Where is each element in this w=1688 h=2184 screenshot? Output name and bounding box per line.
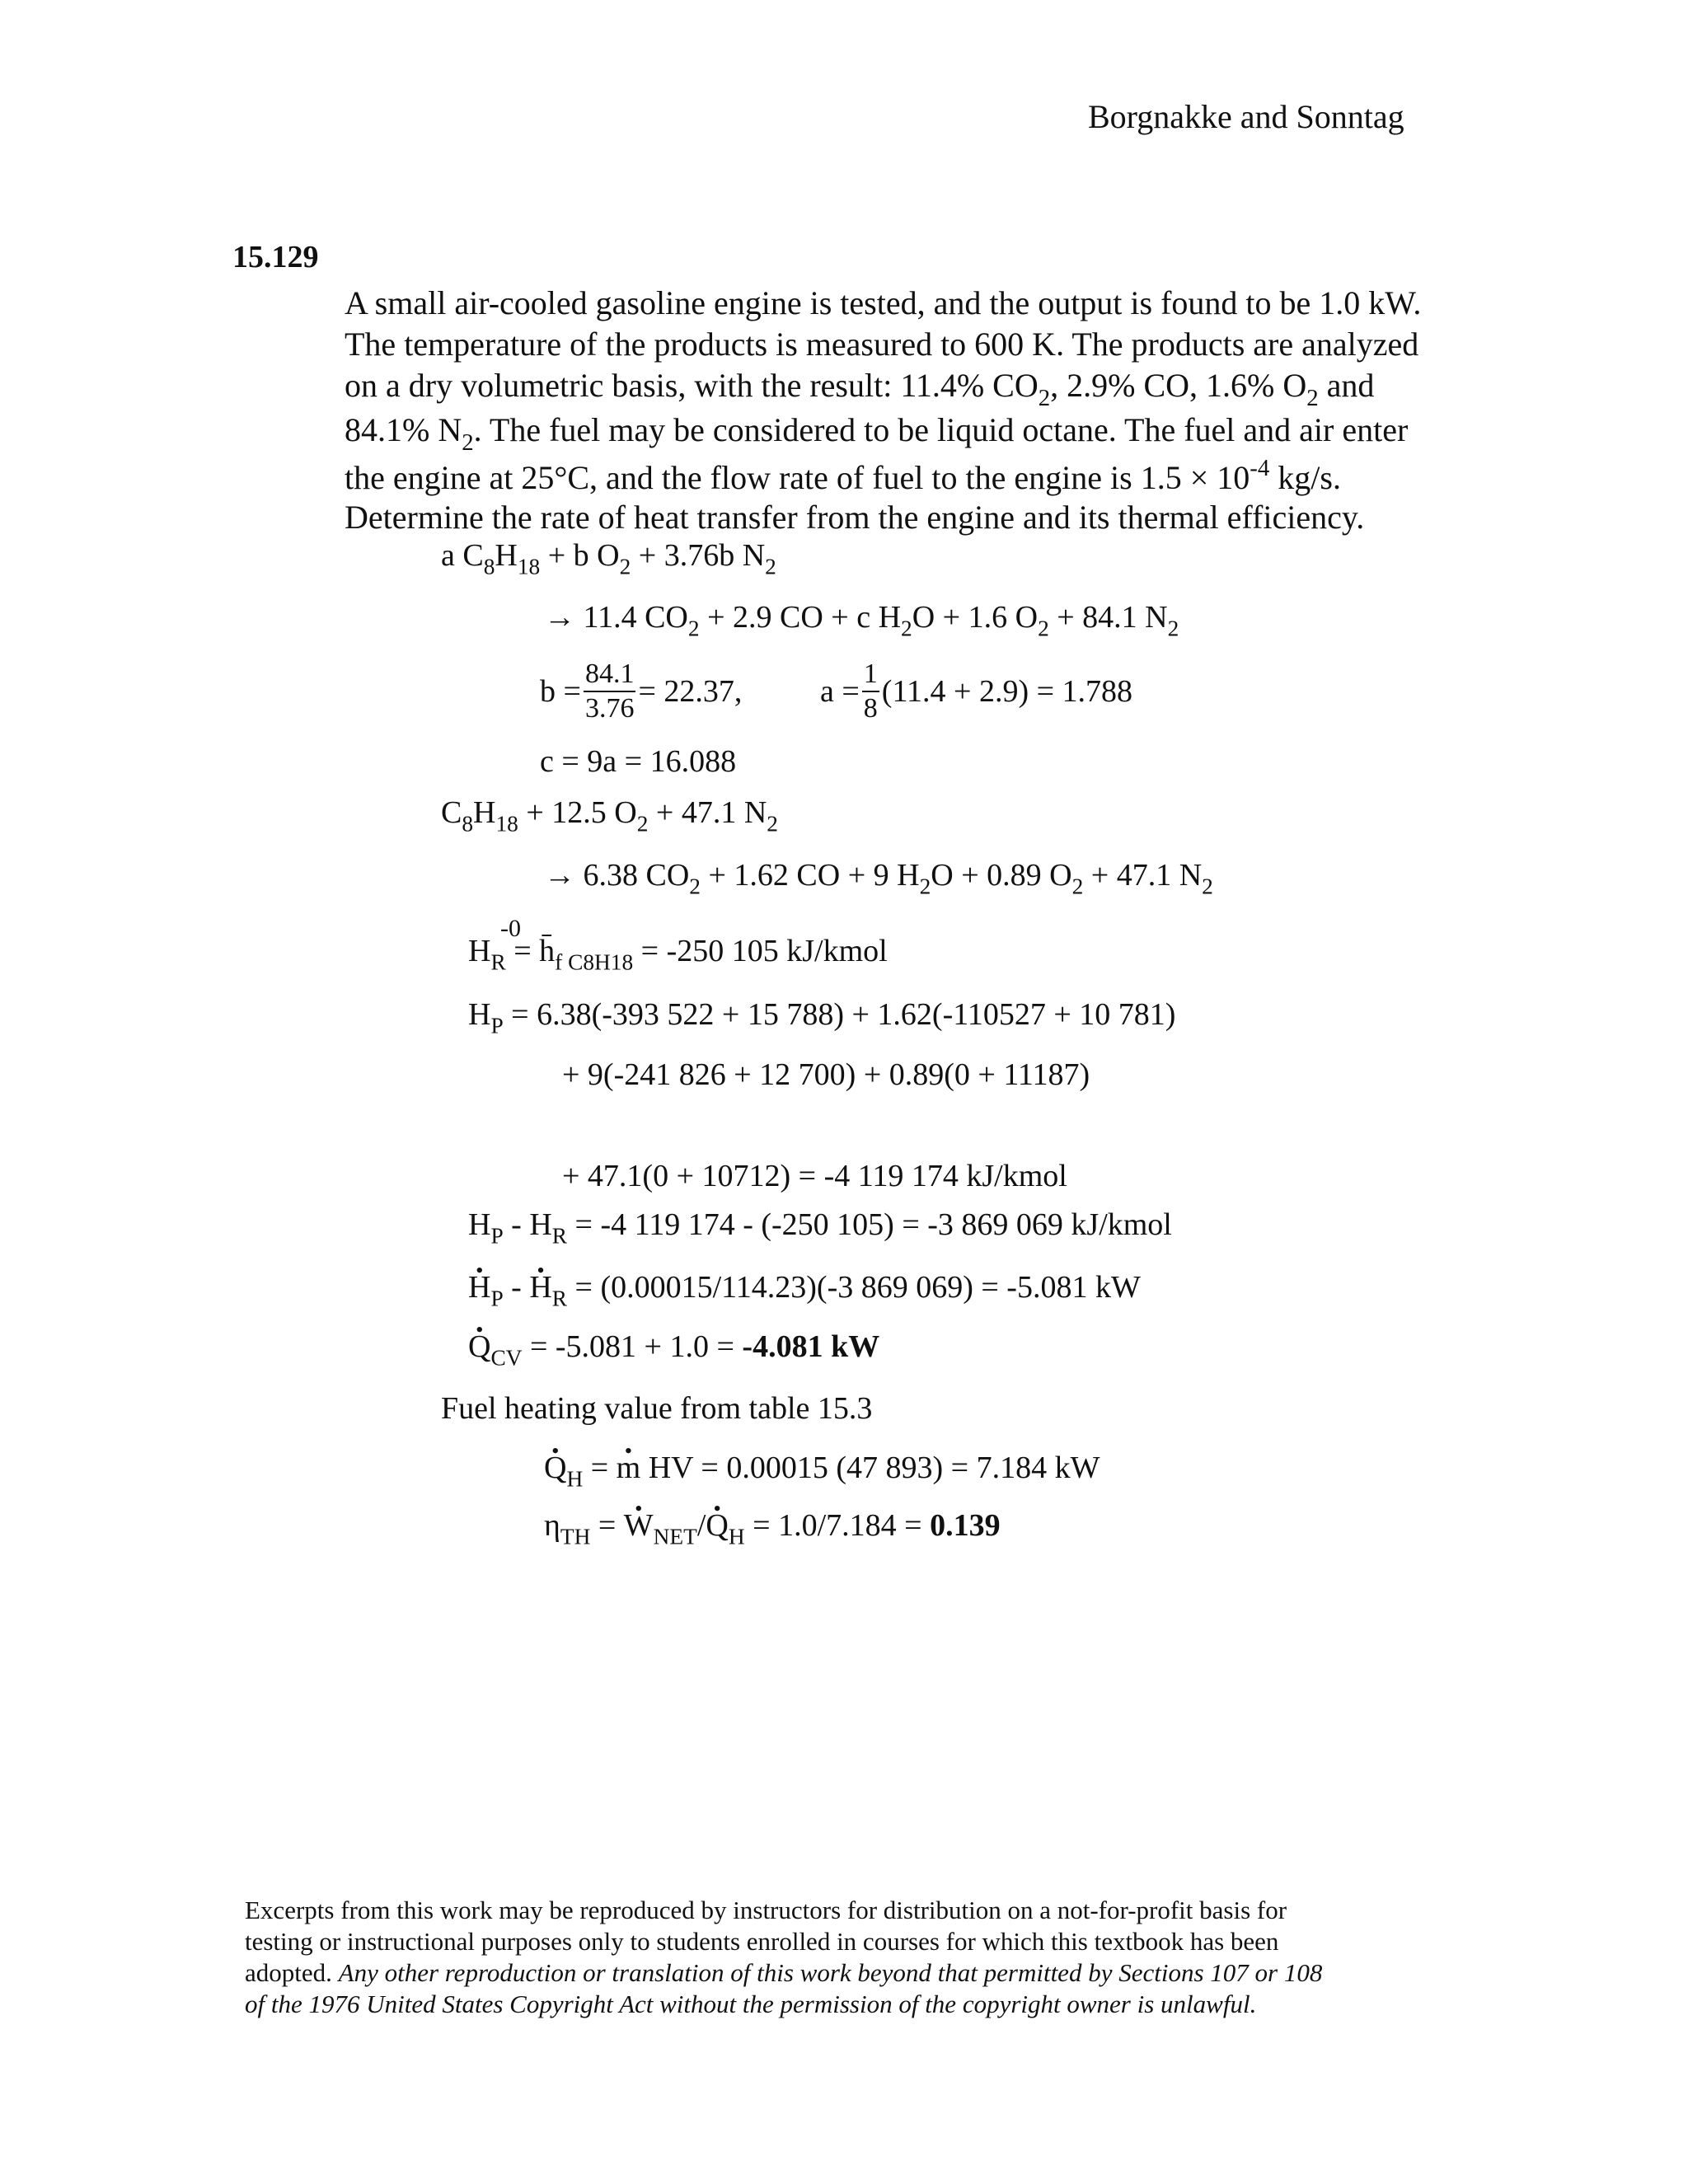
- heat-transfer-result: -4.081 kW: [742, 1329, 880, 1364]
- statement-line-2: The temperature of the products is measured to 600 K. The products are analyzed: [345, 326, 1419, 363]
- reaction-general-products: → 11.4 $CO_2 + 2.9$ CO + c $H_2O + 1.6$ $O_2 + 84.1$ $N_2$: [544, 600, 1179, 641]
- coefficient-a: a = $\frac{1}{8}$ (11.4 + 2.9) = 1.788: [820, 658, 1133, 724]
- enthalpy-products-line-3: + 47.1(0 + 10712) = -4 119 174 kJ/kmol: [562, 1159, 1067, 1193]
- heat-transfer-rate: • $Q_{CV} = -5.081 + 1.0 = -4.081$ kW: [468, 1331, 879, 1362]
- heat-input-rate: • $Q_H$ = • m HV = 0.00015 (47 893) = 7.184 kW: [544, 1452, 1100, 1483]
- footer-line-1: Excerpts from this work may be reproduced by instructors for distribution on a not-for-profit basis for: [245, 1896, 1287, 1924]
- statement-line-6: Determine the rate of heat transfer from the engine and its thermal efficiency.: [345, 499, 1365, 536]
- coefficient-c: c = 9a = 16.088: [540, 744, 737, 779]
- thermal-efficiency: $\eta_{TH}$ = • $W_{NET}/•$ $Q_H = 1.0/7.184 = 0.139$: [544, 1510, 1001, 1541]
- enthalpy-formation-superscript: -0: [500, 915, 521, 942]
- enthalpy-difference: $H_P - H_R = -4$ 119 174 - (-250 105) = -3 869 069 kJ/kmol: [468, 1207, 1172, 1249]
- reaction-balanced-reactants: $C_8H_{18} + 12.5$ $O_2 + 47.1$ $N_2$: [441, 795, 778, 837]
- enthalpy-reactants: $H_R$ = $h̄_{f C8H18} = -250$ 105 kJ/kmol: [468, 934, 888, 975]
- reaction-general-reactants: a $C_8H_{18} + b$ $O_2 + 3.76b$ $N_2$: [441, 538, 776, 579]
- statement-line-5: the engine at 25°C, and the flow rate of fuel to the engine is $1.5 \times 10^{-4}$ kg/s.: [345, 455, 1341, 496]
- page-header-authors: Borgnakke and Sonntag: [1088, 98, 1404, 135]
- statement-line-1: A small air-cooled gasoline engine is tested, and the output is found to be 1.0 kW.: [345, 284, 1422, 321]
- reaction-balanced-products: → 6.38 $CO_2 + 1.62$ CO + 9 $H_2O + 0.89$ $O_2 + 47.1$ $N_2$: [544, 858, 1213, 899]
- coefficient-b: b = $\frac{84.1}{3.76}$ = 22.37,: [540, 658, 743, 724]
- statement-line-3: on a dry volumetric basis, with the result: 11.4% $CO_2$, 2.9% CO, 1.6% $O_2$ and: [345, 367, 1375, 411]
- footer-line-4: of the 1976 United States Copyright Act without the permission of the copyright owner is unlawful.: [245, 1990, 1257, 2018]
- efficiency-result: 0.139: [930, 1508, 1001, 1543]
- enthalpy-products-line-1: $H_P = 6.38(-393$ 522 + 15 788) + 1.62(-110527 + 10 781): [468, 997, 1176, 1038]
- footer-line-2: testing or instructional purposes only to students enrolled in courses for which this textbook has been: [245, 1927, 1279, 1956]
- fuel-heating-value-label: Fuel heating value from table 15.3: [441, 1391, 873, 1426]
- b-denominator: 3.76: [584, 692, 635, 724]
- enthalpy-products-line-2: + 9(-241 826 + 12 700) + 0.89(0 + 11187): [562, 1057, 1090, 1092]
- problem-number: 15.129: [232, 240, 319, 274]
- footer-line-3: adopted. Any other reproduction or translation of this work beyond that permitted by Sections 107 or 108: [245, 1958, 1323, 1987]
- enthalpy-rate-difference: • $H_P$ - • $H_R = (0.00015/114.23)(-3$ 869 069) = -5.081 kW: [468, 1272, 1141, 1303]
- b-numerator: 84.1: [584, 659, 636, 692]
- statement-line-4: 84.1% $N_2$. The fuel may be considered to be liquid octane. The fuel and air enter: [345, 411, 1409, 456]
